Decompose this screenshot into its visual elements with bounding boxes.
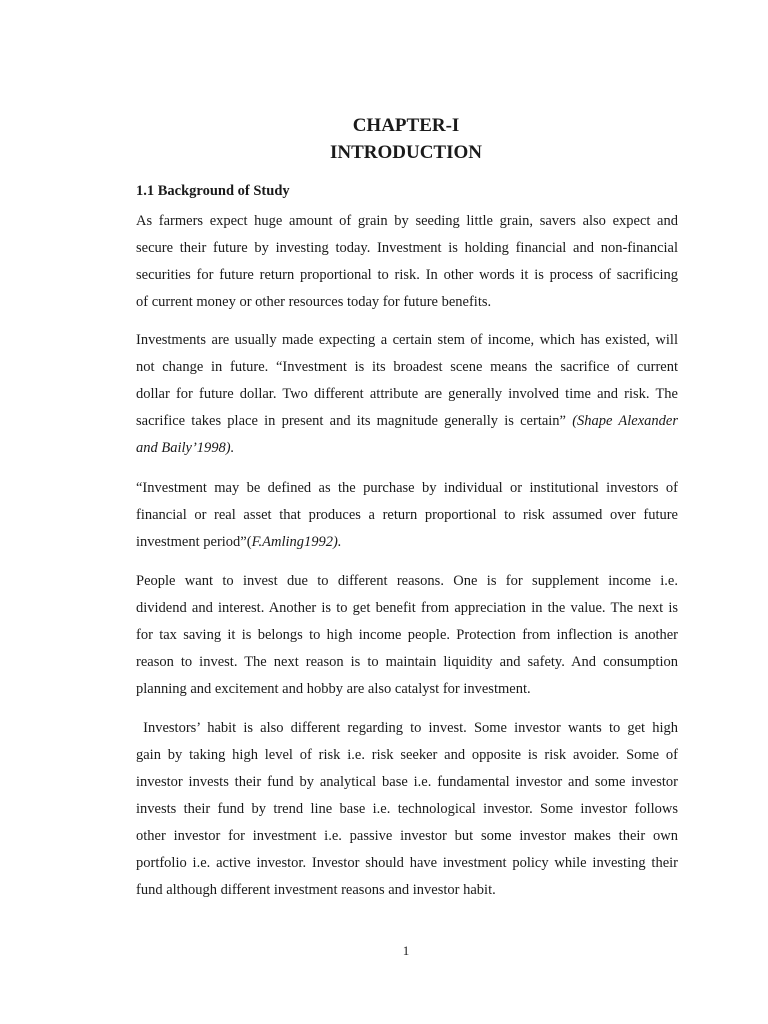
paragraph-line: As farmers expect huge amount of grain by seeding little grain, savers also expect and bbox=[136, 213, 678, 229]
paragraph-line: securities for future return proportional to risk. In other words it is process of sacrificing bbox=[136, 267, 678, 283]
paragraph-3 bbox=[136, 475, 678, 556]
chapter-title bbox=[0, 139, 768, 166]
paragraph-line: for tax saving it is belongs to high income people. Protection from inflection is another bbox=[136, 627, 678, 643]
paragraph-line: of current money or other resources today for future benefits. bbox=[136, 294, 492, 310]
paragraph-line: secure their future by investing today. Investment is holding financial and non-financial bbox=[136, 240, 678, 256]
page-number: 1 bbox=[402, 943, 410, 958]
paragraph-line: dollar for future dollar. Two different attribute are generally involved time and risk. The bbox=[136, 386, 678, 402]
paragraph-line: investor invests their fund by analytical base i.e. fundamental investor and some investor bbox=[136, 774, 678, 790]
paragraph-5 bbox=[136, 715, 678, 904]
paragraph-line: fund although different investment reasons and investor habit. bbox=[136, 882, 496, 898]
paragraph-text: investment period”( bbox=[136, 534, 252, 550]
paragraph-line: Investments are usually made expecting a certain stem of income, which has existed, will bbox=[136, 332, 678, 348]
section-title: 1.1 Background of Study bbox=[136, 183, 290, 199]
citation: F.Amling1992). bbox=[251, 534, 342, 550]
paragraph-line: Investors’ habit is also different regarding to invest. Some investor wants to get high bbox=[136, 720, 678, 736]
paragraph-line-citation bbox=[136, 435, 678, 462]
paragraph-1 bbox=[136, 208, 678, 316]
paragraph-line: gain by taking high level of risk i.e. risk seeker and opposite is risk avoider. Some of bbox=[136, 747, 678, 763]
chapter-label-text: CHAPTER-I bbox=[352, 115, 460, 136]
paragraph-line: “Investment may be defined as the purchase by individual or institutional investors of bbox=[136, 480, 678, 496]
paragraph-line-with-citation bbox=[136, 408, 678, 435]
paragraph-line: financial or real asset that produces a return proportional to risk assumed over future bbox=[136, 507, 678, 523]
chapter-title-text: INTRODUCTION bbox=[329, 142, 483, 163]
paragraph-line: planning and excitement and hobby are also catalyst for investment. bbox=[136, 681, 531, 697]
paragraph-2 bbox=[136, 327, 678, 462]
citation: and Baily’1998). bbox=[136, 440, 235, 456]
paragraph-line: not change in future. “Investment is its broadest scene means the sacrifice of current bbox=[136, 359, 678, 375]
paragraph-line: People want to invest due to different reasons. One is for supplement income i.e. bbox=[136, 573, 678, 589]
paragraph-4 bbox=[136, 568, 678, 703]
paragraph-line: reason to invest. The next reason is to maintain liquidity and safety. And consumption bbox=[136, 654, 678, 670]
chapter-label bbox=[0, 112, 768, 139]
citation: (Shape Alexander bbox=[572, 413, 678, 429]
paragraph-text: sacrifice takes place in present and its magnitude generally is certain” bbox=[136, 413, 566, 429]
paragraph-line: other investor for investment i.e. passive investor but some investor makes their own bbox=[136, 828, 678, 844]
paragraph-line: portfolio i.e. active investor. Investor should have investment policy while investing their bbox=[136, 855, 678, 871]
paragraph-line: invests their fund by trend line base i.e. technological investor. Some investor follows bbox=[136, 801, 678, 817]
paragraph-line: dividend and interest. Another is to get benefit from appreciation in the value. The next is bbox=[136, 600, 678, 616]
paragraph-line-with-citation bbox=[136, 529, 678, 556]
